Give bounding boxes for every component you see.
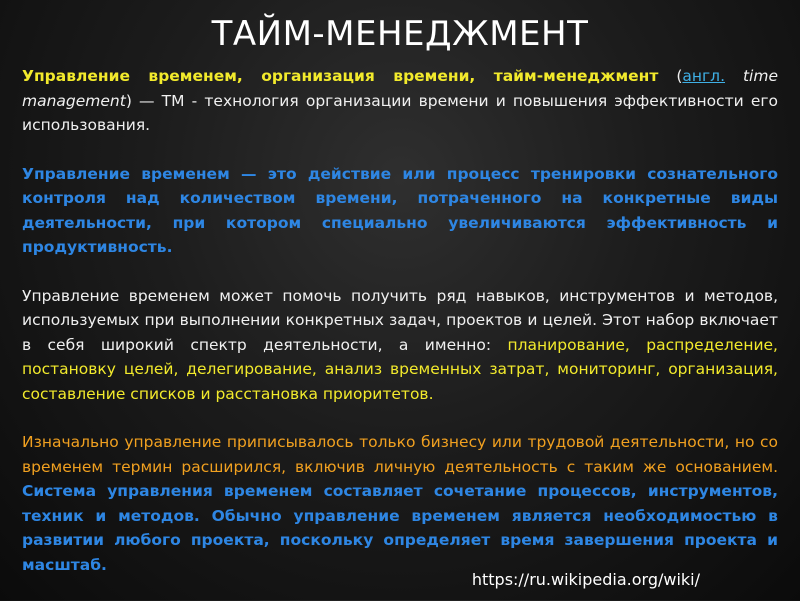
lang-link[interactable]: англ.	[682, 67, 726, 85]
paragraph-process	[22, 162, 778, 260]
definition-term: Управление временем, организация времени, тайм-менеджмент	[22, 67, 659, 85]
skills-list: планирование, распределение, постановку целей, делегирование, анализ временных затрат, мониторинг, организация, составление списков и расстановка приоритетов.	[22, 335, 778, 403]
paragraph-definition	[22, 64, 778, 138]
source-url[interactable]: https://ru.wikipedia.org/wiki/	[471, 570, 700, 589]
slide-content	[22, 64, 778, 601]
process-text: Управление временем — это действие или процесс тренировки сознательного контроля над количеством времени, потраченного на конкретные виды деятельности, при котором специально увеличиваются эффективность и продуктивность.	[22, 164, 778, 256]
paragraph-skills	[22, 284, 778, 407]
definition-rest: ) — ТМ - технология организации времени и повышения эффективности его использования.	[22, 91, 778, 134]
paragraph-history	[22, 430, 778, 577]
english-term: time management	[22, 67, 778, 110]
history-text: Изначально управление приписывалось только бизнесу или трудовой деятельности, но со временем термин расширился, включив личную деятельность с таким же основанием.	[22, 433, 778, 476]
skills-intro: Управление временем может помочь получить ряд навыков, инструментов и методов, используемых при выполнении конкретных задач, проектов и целей. Этот набор включает в себя широкий спектр деятельности, а именно:	[22, 286, 778, 354]
slide-title: ТАЙМ-МЕНЕДЖМЕНТ	[211, 14, 589, 54]
paren-open: (	[658, 67, 683, 85]
system-text: Система управления временем составляет сочетание процессов, инструментов, техник и методов. Обычно управление временем является необходимостью в развитии любого проекта, поскольку определяет время завершения проекта и масштаб.	[22, 482, 778, 574]
